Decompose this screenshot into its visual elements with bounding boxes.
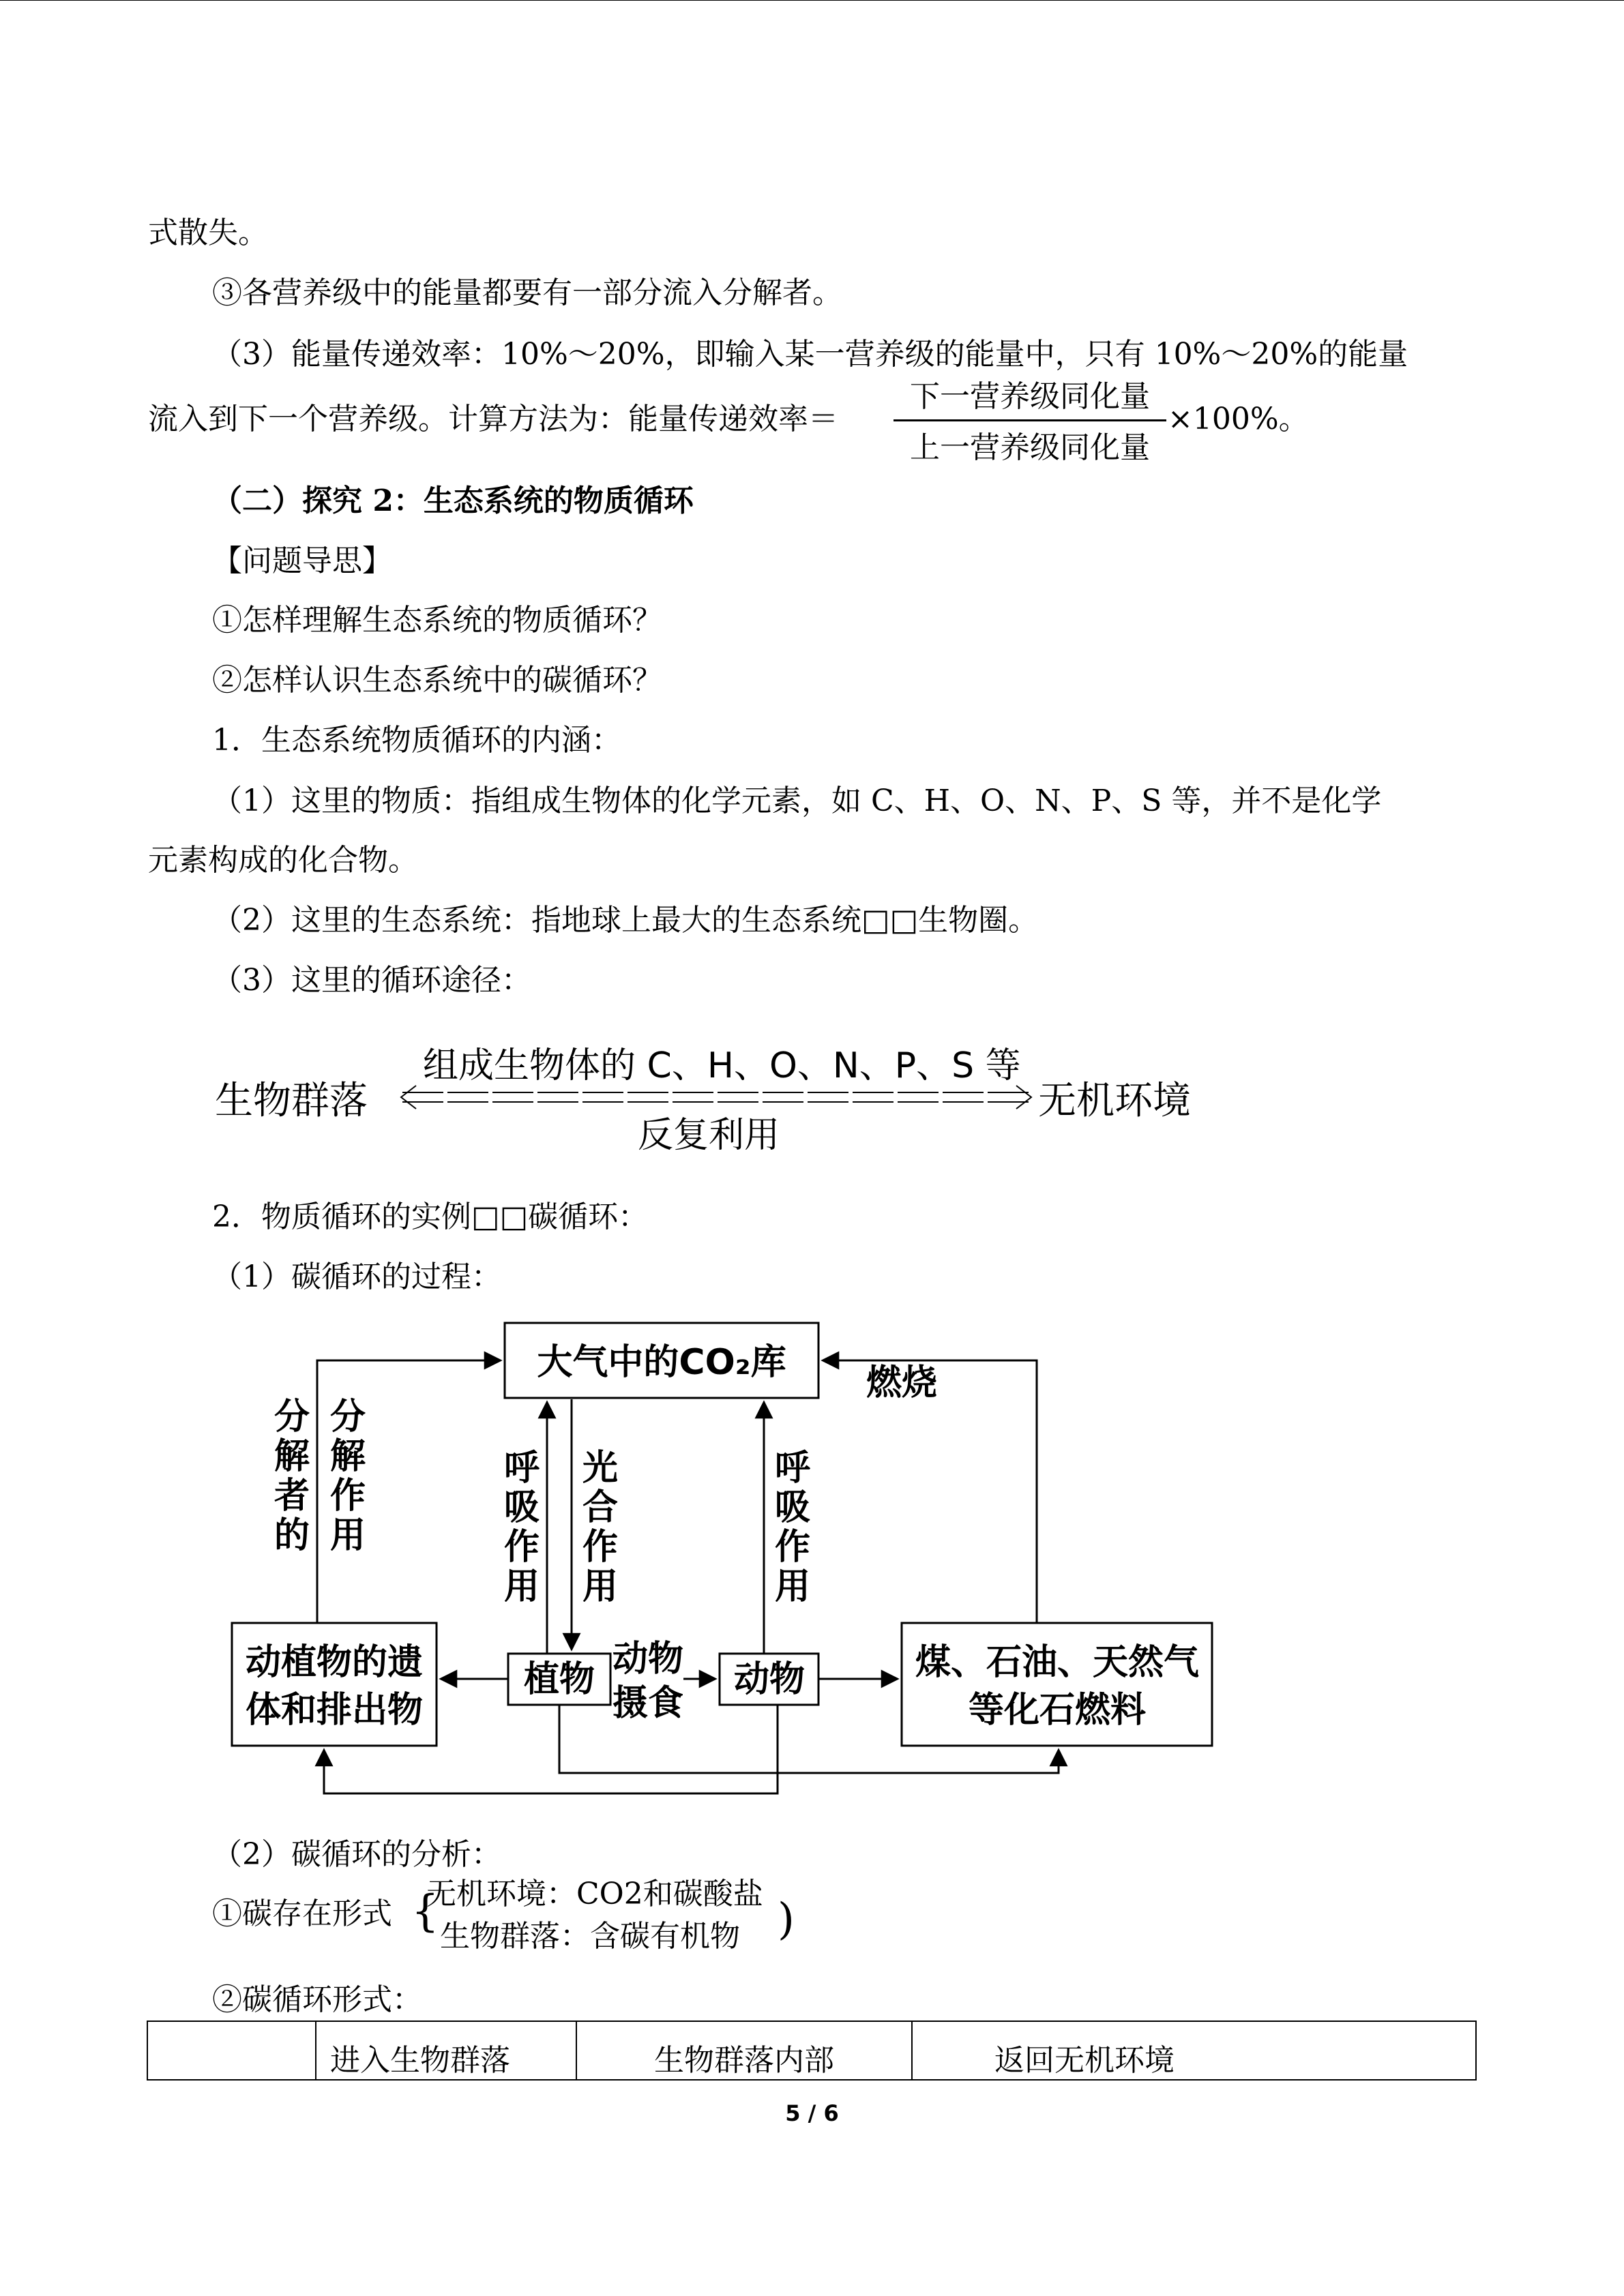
decomposer-vertical-label [274,1397,310,1556]
left-brace: { [411,1886,439,1937]
carbon-cycle-form-table [147,2021,1477,2081]
cycle-right-label: 无机环境 [1038,1079,1191,1123]
animal-label: 动物 [733,1659,806,1700]
cycle-double-arrow [396,1084,1037,1112]
right-paren: ) [778,1894,795,1945]
table-row [147,2021,1476,2080]
page-number: 5 / 6 [785,2100,839,2126]
text-line: 1．生态系统物质循环的内涵： [212,723,621,758]
text-line: （1）这里的物质：指组成生物体的化学元素，如 C、H、O、N、P、S 等，并不是化学 [212,784,1382,818]
remains-label-2: 体和排出物 [245,1690,424,1731]
text-line: 元素构成的化合物。 [148,843,418,878]
text-line: （2）这里的生态系统：指地球上最大的生态系统□□生物圈。 [212,903,1039,938]
text-line: ②怎样认识生态系统中的碳循环？ [212,663,662,698]
exist-inorganic: 无机环境：CO2和碳酸盐 [426,1877,763,1911]
text-line: ①怎样理解生态系统的物质循环？ [212,603,662,638]
table-cell: 返回无机环境 [912,2021,1476,2080]
vertical-label-text: 光合作用 [582,1448,619,1607]
text-line: ②碳循环形式： [212,1982,422,2017]
text-line: 式散失。 [148,215,268,250]
eat-label-2: 摄食 [612,1683,684,1724]
text-line: （3）这里的循环途径： [212,963,531,998]
cycle-top-label: 组成生物体的 C、H、O、N、P、S 等 [423,1045,1021,1086]
table-cell: 进入生物群落 [316,2021,576,2080]
table-cell [147,2021,316,2080]
exist-bio: 生物群落：含碳有机物 [440,1919,740,1954]
vertical-label-text: 分解作用 [329,1397,366,1556]
vertical-label-text: 分解者的 [274,1397,310,1556]
exist-label: ①碳存在形式 [212,1896,392,1931]
animal-respiration-vertical-label [775,1448,810,1607]
text-line: ×100%。 [1168,402,1309,436]
fossil-label-2: 等化石燃料 [968,1690,1147,1731]
fraction-bar [894,419,1166,421]
carbon-cycle-diagram [218,1309,1228,1807]
eat-label-1: 动物 [612,1639,684,1680]
text-line: 流入到下一个营养级。计算方法为：能量传递效率＝ [148,402,838,436]
text-line: 2．物质循环的实例□□碳循环： [212,1199,649,1234]
fossil-label-1: 煤、石油、天然气 [915,1642,1200,1683]
burn-label: 燃烧 [866,1362,938,1403]
text-line: （1）碳循环的过程： [212,1259,501,1294]
decomp-action-vertical-label [330,1397,366,1556]
text-line: （2）碳循环的分析： [212,1837,501,1872]
text-line: ③各营养级中的能量都要有一部分流入分解者。 [212,275,842,310]
vertical-label-text: 呼吸作用 [774,1448,811,1607]
fraction-numerator: 下一营养级同化量 [910,379,1150,414]
co2-label: 大气中的CO₂库 [537,1342,786,1383]
remains-label-1: 动植物的遗 [245,1642,424,1683]
cycle-bottom-label: 反复利用 [638,1115,780,1156]
text-line: （3）能量传递效率：10%～20%，即输入某一营养级的能量中，只有 10%～20%的能量 [212,337,1408,372]
plant-label: 植物 [523,1659,595,1700]
table-cell: 生物群落内部 [576,2021,912,2080]
fraction-denominator: 上一营养级同化量 [910,430,1150,465]
plant-respiration-vertical-label [504,1448,540,1607]
page-top-border [0,0,1624,1]
text-line: 【问题导思】 [212,543,392,578]
photosynthesis-vertical-label [582,1448,618,1607]
vertical-label-text: 呼吸作用 [503,1448,540,1607]
cycle-left-label: 生物群落 [215,1079,368,1123]
section-heading: （二）探究 2：生态系统的物质循环 [212,483,694,518]
